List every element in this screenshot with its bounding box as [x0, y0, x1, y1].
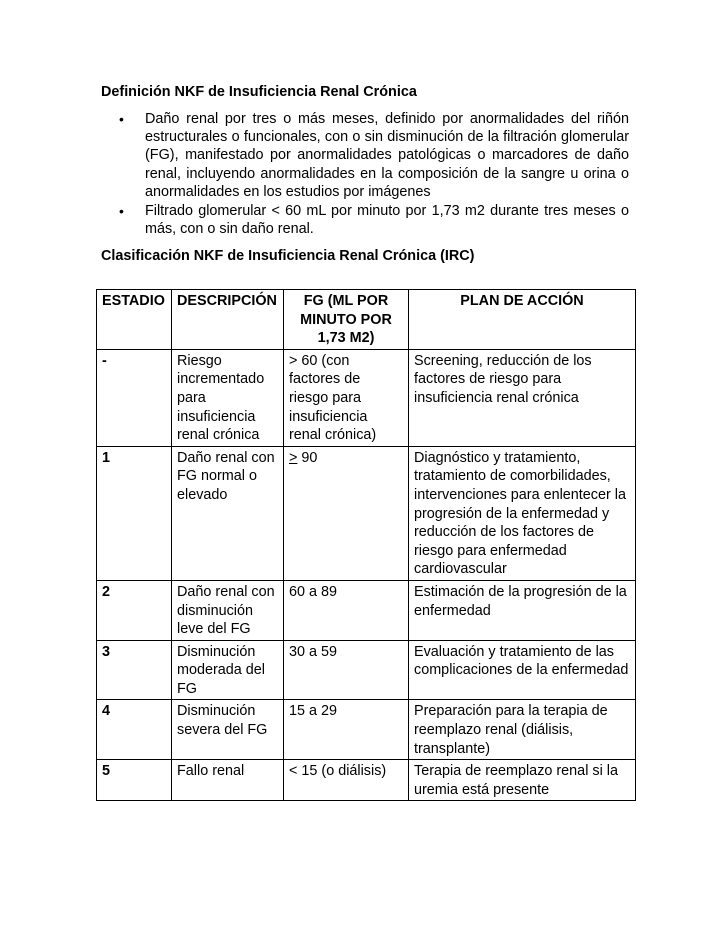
table-row — [97, 580, 636, 640]
definition-list — [101, 110, 629, 239]
fg-value: 90 — [297, 449, 318, 466]
definition-text: Daño renal por tres o más meses, definido por anormalidades del riñón estructurales o funcionales, con o sin disminución de la filtración glomerular (FG), manifestado por anormalidades patológicas o marcadores de daño renal, incluyendo anormalidades en la composición de la sangre u orina o anormalidades en los estudios por imágenes — [145, 111, 629, 200]
cell-plan: Screening, reducción de los factores de riesgo para insuficiencia renal crónica — [409, 349, 636, 446]
cell-description: Riesgo incrementado para insuficiencia renal crónica — [172, 349, 284, 446]
table-row — [97, 349, 636, 446]
cell-description: Daño renal con disminución leve del FG — [172, 580, 284, 640]
cell-stage: 4 — [97, 700, 172, 760]
classification-table — [96, 289, 636, 801]
cell-fg: 60 a 89 — [284, 580, 409, 640]
cell-plan: Terapia de reemplazo renal si la uremia está presente — [409, 760, 636, 801]
cell-stage: 3 — [97, 640, 172, 700]
bullet-icon: • — [119, 111, 124, 127]
cell-fg: < 15 (o diálisis) — [284, 760, 409, 801]
table-row — [97, 760, 636, 801]
classification-heading: Clasificación NKF de Insuficiencia Renal Crónica (IRC) — [101, 248, 475, 264]
cell-description: Daño renal con FG normal o elevado — [172, 446, 284, 580]
cell-plan: Preparación para la terapia de reemplazo renal (diálisis, transplante) — [409, 700, 636, 760]
cell-description: Fallo renal — [172, 760, 284, 801]
table-row — [97, 446, 636, 580]
cell-fg — [284, 446, 409, 580]
cell-plan: Estimación de la progresión de la enfermedad — [409, 580, 636, 640]
cell-fg: 30 a 59 — [284, 640, 409, 700]
table-header-row — [97, 290, 636, 350]
definition-item — [101, 202, 629, 238]
cell-plan: Diagnóstico y tratamiento, tratamiento de comorbilidades, intervenciones para enlentecer la progresión de la enfermedad y reducción de los factores de riesgo para enfermedad cardiovascular — [409, 446, 636, 580]
cell-stage: 2 — [97, 580, 172, 640]
bullet-icon: • — [119, 203, 124, 220]
cell-fg: 15 a 29 — [284, 700, 409, 760]
header-fg: FG (ML POR MINUTO POR 1,73 M2) — [284, 290, 409, 350]
cell-plan: Evaluación y tratamiento de las complicaciones de la enfermedad — [409, 640, 636, 700]
fg-greater-equal-symbol: > — [289, 449, 298, 466]
cell-fg: > 60 (con factores de riesgo para insuficiencia renal crónica) — [284, 349, 409, 446]
header-description: DESCRIPCIÓN — [172, 290, 284, 350]
table-row — [97, 640, 636, 700]
header-plan: PLAN DE ACCIÓN — [409, 290, 636, 350]
cell-stage: - — [97, 349, 172, 446]
header-stage: ESTADIO — [97, 290, 172, 350]
cell-stage: 1 — [97, 446, 172, 580]
cell-description: Disminución moderada del FG — [172, 640, 284, 700]
definition-heading: Definición NKF de Insuficiencia Renal Crónica — [101, 84, 417, 100]
definition-item — [101, 110, 629, 201]
cell-stage: 5 — [97, 760, 172, 801]
definition-text: Filtrado glomerular < 60 mL por minuto por 1,73 m2 durante tres meses o más, con o sin daño renal. — [145, 203, 629, 238]
cell-description: Disminución severa del FG — [172, 700, 284, 760]
table-row — [97, 700, 636, 760]
